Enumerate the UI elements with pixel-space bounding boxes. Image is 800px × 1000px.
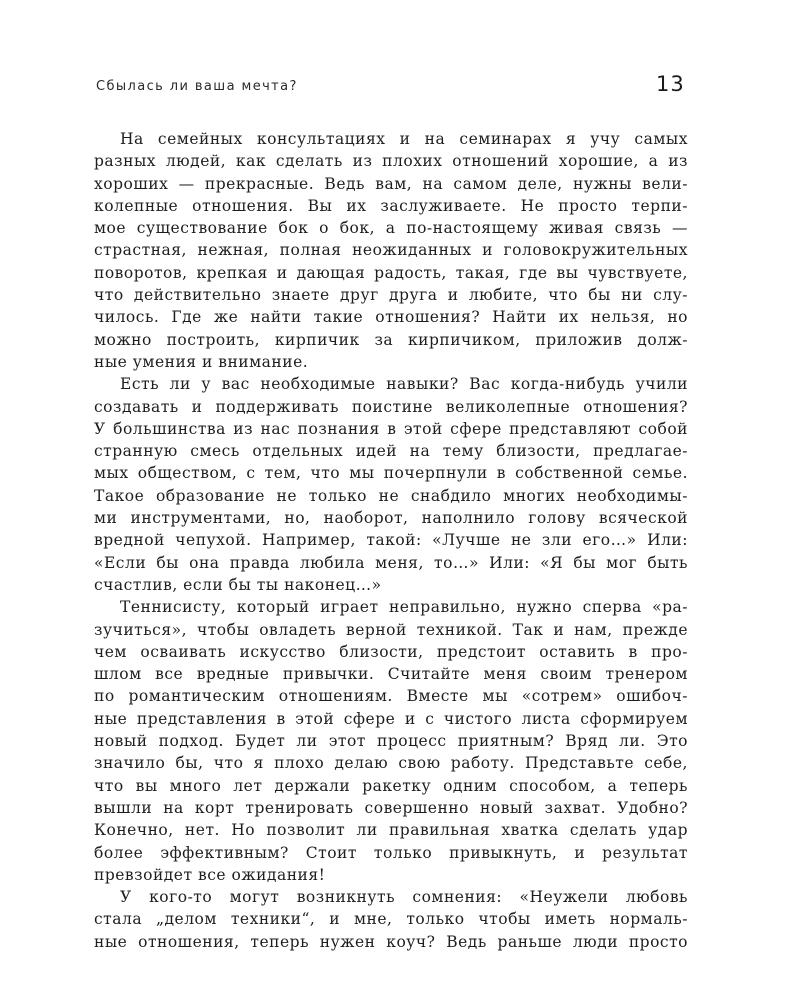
text-line: ные умения и внимание.: [94, 352, 309, 371]
text-line: чилось. Где же найти такие отношения? Найти их нельзя, но: [94, 308, 688, 327]
paragraph: [94, 128, 688, 373]
text-line: чем осваивать искусство близости, предстоит оставить в про-: [94, 642, 688, 661]
text-line: более эффективным? Стоит только привыкнуть, и результат: [94, 843, 688, 862]
text-line: мое существование бок о бок, а по-настоящему живая связь —: [94, 219, 688, 238]
text-line: Конечно, нет. Но позволит ли правильная хватка сделать удар: [94, 821, 688, 840]
page-number: 13: [656, 72, 685, 96]
text-line: странную смесь отдельных идей на тему близости, предлагае-: [94, 442, 688, 461]
text-line: по романтическим отношениям. Вместе мы «сотрем» ошибоч-: [94, 687, 688, 706]
text-line: счастлив, если бы ты наконец…»: [94, 575, 382, 594]
text-line: ные отношения, теперь нужен коуч? Ведь раньше люди просто: [94, 932, 688, 951]
text-line: вредной чепухой. Например, такой: «Лучше не зли его…» Или:: [94, 531, 688, 550]
paragraph: [94, 373, 688, 596]
text-line: «Если бы она правда любила меня, то…» Или: «Я бы мог быть: [94, 553, 688, 572]
text-line: На семейных консультациях и на семинарах я учу самых: [120, 130, 688, 148]
text-line: вышли на корт тренировать совершенно новый захват. Удобно?: [94, 798, 688, 817]
text-line: ми инструментами, но, наоборот, наполнило голову всяческой: [94, 509, 688, 528]
paragraph: [94, 886, 688, 953]
text-line: хороших — прекрасные. Ведь вам, на самом деле, нужны вели-: [94, 174, 688, 193]
paragraph: [94, 596, 688, 886]
text-line: создавать и поддерживать поистине великолепные отношения?: [94, 397, 688, 416]
text-line: мых обществом, с тем, что мы почерпнули в собственной семье.: [94, 464, 688, 483]
text-line: превзойдет все ожидания!: [94, 865, 326, 884]
text-line: зучиться», чтобы овладеть верной техникой. Так и нам, прежде: [94, 620, 688, 639]
text-line: Теннисисту, который играет неправильно, нужно сперва «ра-: [120, 598, 688, 617]
text-line: Есть ли у вас необходимые навыки? Вас когда-нибудь учили: [120, 375, 688, 394]
text-line: поворотов, крепкая и дающая радость, такая, где вы чувствуете,: [94, 263, 688, 282]
text-line: стала „делом техники“, и мне, только чтобы иметь нормаль-: [94, 910, 688, 929]
text-line: страстная, нежная, полная неожиданных и головокружительных: [94, 241, 688, 260]
text-line: колепные отношения. Вы их заслуживаете. Не просто терпи-: [94, 196, 688, 215]
text-line: ные представления в этой сфере и с чистого листа сформируем: [94, 709, 688, 728]
text-line: Такое образование не только не снабдило многих необходимы-: [94, 486, 688, 505]
text-line: что действительно знаете друг друга и любите, что бы ни слу-: [94, 286, 688, 305]
running-title: Сбылась ли ваша мечта?: [96, 79, 298, 94]
text-line: значило бы, что я плохо делаю свою работу. Представьте себе,: [94, 754, 688, 773]
text-line: новый подход. Будет ли этот процесс приятным? Вряд ли. Это: [94, 732, 688, 751]
text-line: можно построить, кирпичик за кирпичиком, приложив долж-: [94, 330, 688, 349]
body-text: [94, 128, 688, 953]
text-line: шлом все вредные привычки. Считайте меня своим тренером: [94, 665, 688, 684]
text-line: разных людей, как сделать из плохих отношений хорошие, а из: [94, 152, 688, 171]
text-line: У большинства из нас познания в этой сфере представляют собой: [94, 419, 688, 438]
text-line: У кого-то могут возникнуть сомнения: «Неужели любовь: [120, 888, 688, 907]
text-line: что вы много лет держали ракетку одним способом, а теперь: [94, 776, 688, 795]
